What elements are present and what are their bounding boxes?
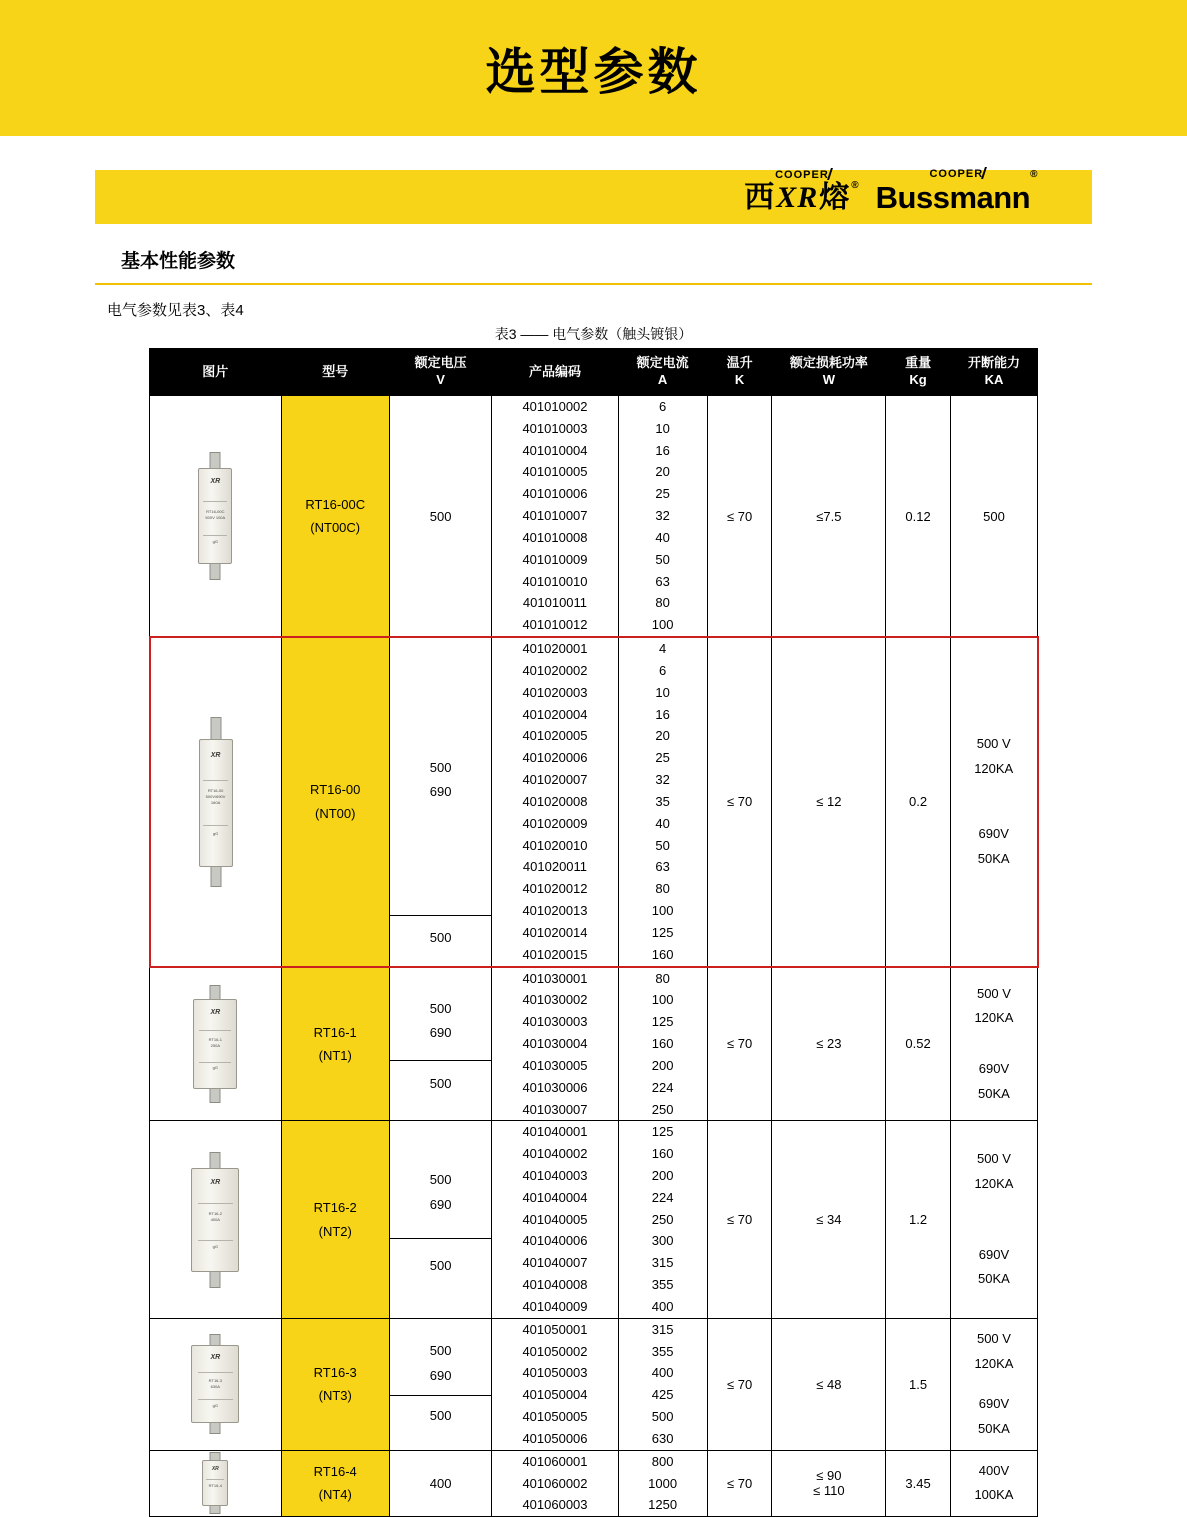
model-cell: RT16-4 (NT4) <box>281 1450 389 1516</box>
breaking-capacity-cell: 500 V 120KA 690V 50KA <box>950 637 1037 966</box>
cooper-wordmark-en: COOPER <box>929 168 984 180</box>
breaking-capacity-cell: 500 V 120KA 690V 50KA <box>950 1121 1037 1318</box>
th-current: 额定电流 A <box>618 349 707 396</box>
bussmann-text: Bussmann <box>875 180 1031 215</box>
power-loss-cell: ≤ 34 <box>772 1121 886 1318</box>
product-image-cell <box>150 967 282 1121</box>
current-cell: 4 6 10 16 20 25 32 35 40 50 63 80 100 125 160 <box>618 637 707 966</box>
model-cell: RT16-1 (NT1) <box>281 967 389 1121</box>
model-cell: RT16-3 (NT3) <box>281 1318 389 1450</box>
brand-logo-group <box>744 169 1092 213</box>
current-cell: 315 355 400 425 500 630 <box>618 1318 707 1450</box>
fuse-illustration: XR RT16-00 500V/690V 160A gG <box>181 717 251 887</box>
brand-logo-cn <box>744 170 859 213</box>
weight-cell: 3.45 <box>886 1450 951 1516</box>
weight-cell: 1.5 <box>886 1318 951 1450</box>
breaking-capacity-cell: 400V 100KA <box>950 1450 1037 1516</box>
model-cell: RT16-2 (NT2) <box>281 1121 389 1318</box>
product-image-cell <box>150 1121 282 1318</box>
page-content <box>0 170 1187 1517</box>
th-power-loss: 额定损耗功率 W <box>772 349 886 396</box>
current-cell: 6 10 16 20 25 32 40 50 63 80 100 <box>618 396 707 638</box>
power-loss-cell: ≤ 48 <box>772 1318 886 1450</box>
page-title: 选型参数 <box>485 44 702 100</box>
temp-rise-cell: ≤ 70 <box>707 1450 772 1516</box>
electrical-parameters-table <box>149 348 1039 1517</box>
breaking-capacity-cell: 500 <box>950 396 1037 638</box>
table-row <box>150 396 1038 638</box>
brand-cn-char-2: 熔 <box>819 181 851 214</box>
power-loss-cell: ≤ 12 <box>772 637 886 966</box>
breaking-capacity-cell: 500 V 120KA 690V 50KA <box>950 967 1037 1121</box>
xirong-logo <box>744 180 860 214</box>
fuse-illustration: XR RT16-3 630A gG <box>173 1334 257 1434</box>
product-image-cell <box>150 1318 282 1450</box>
th-model: 型号 <box>281 349 389 396</box>
weight-cell: 0.2 <box>886 637 951 966</box>
product-code-cell: 401050001 401050002 401050003 401050004 401050005 401050006 <box>492 1318 618 1450</box>
brand-logo-en <box>876 169 1037 213</box>
th-weight: 重量 Kg <box>886 349 951 396</box>
product-code-cell: 401030001 401030002 401030003 401030004 401030005 401030006 401030007 <box>492 967 618 1121</box>
voltage-cell: 500 690 500 <box>389 967 492 1121</box>
section-subline: 电气参数见表3、表4 <box>107 302 244 319</box>
cooper-wordmark-cn: COOPER <box>775 169 829 181</box>
section-heading: 基本性能参数 <box>121 251 236 272</box>
table-row <box>150 1121 1038 1318</box>
brand-logo-bar <box>95 170 1092 224</box>
weight-cell: 0.12 <box>886 396 951 638</box>
th-code: 产品编码 <box>492 349 618 396</box>
section-divider <box>95 283 1092 285</box>
fuse-illustration: XR RT16-2 400A gG <box>173 1152 257 1288</box>
table-row <box>150 1450 1038 1516</box>
breaking-capacity-cell: 500 V 120KA 690V 50KA <box>950 1318 1037 1450</box>
current-cell: 125 160 200 224 250 300 315 355 400 <box>618 1121 707 1318</box>
weight-cell: 1.2 <box>886 1121 951 1318</box>
temp-rise-cell: ≤ 70 <box>707 637 772 966</box>
table-row <box>150 967 1038 1121</box>
product-image-cell <box>150 396 282 638</box>
current-cell: 800 1000 1250 <box>618 1450 707 1516</box>
power-loss-cell: ≤7.5 <box>772 396 886 638</box>
fuse-illustration: XR RT16-00C 500V 100A gG <box>180 452 250 580</box>
table-row <box>150 1318 1038 1450</box>
power-loss-cell: ≤ 90 ≤ 110 <box>772 1450 886 1516</box>
voltage-cell: 500 690 500 <box>389 637 492 966</box>
brand-cn-mark: XR <box>776 181 819 214</box>
fuse-illustration: XR RT16-1 250A gG <box>175 985 255 1103</box>
model-cell: RT16-00 (NT00) <box>281 637 389 966</box>
voltage-cell: 500 690 500 <box>389 1318 492 1450</box>
temp-rise-cell: ≤ 70 <box>707 967 772 1121</box>
page-banner <box>0 0 1187 136</box>
power-loss-cell: ≤ 23 <box>772 967 886 1121</box>
voltage-cell: 400 <box>389 1450 492 1516</box>
product-image-cell <box>150 1450 282 1516</box>
th-voltage: 额定电压 V <box>389 349 492 396</box>
fuse-illustration: XR RT16-4 <box>185 1452 245 1514</box>
product-code-cell: 401020001 401020002 401020003 401020004 401020005 401020006 401020007 401020008 401020009 401020010 401020011 401020012 401020013 401020014 401020015 <box>492 637 618 966</box>
registered-mark-icon: ® <box>851 180 860 191</box>
product-code-cell: 401010002 401010003 401010004 401010005 401010006 401010007 401010008 401010009 401010010 401010011 401010012 <box>492 396 618 638</box>
current-cell: 80 100 125 160 200 224 250 <box>618 967 707 1121</box>
th-breaking: 开断能力 KA <box>950 349 1037 396</box>
voltage-cell: 500 <box>389 396 492 638</box>
th-temp-rise: 温升 K <box>707 349 772 396</box>
product-code-cell: 401040001 401040002 401040003 401040004 401040005 401040006 401040007 401040008 401040009 <box>492 1121 618 1318</box>
registered-mark-icon-2: ® <box>1030 169 1037 180</box>
product-image-cell <box>150 637 282 966</box>
model-cell: RT16-00C (NT00C) <box>281 396 389 638</box>
table-caption: 表3 —— 电气参数（触头镀银） <box>494 326 693 342</box>
temp-rise-cell: ≤ 70 <box>707 1318 772 1450</box>
temp-rise-cell: ≤ 70 <box>707 1121 772 1318</box>
weight-cell: 0.52 <box>886 967 951 1121</box>
th-image: 图片 <box>150 349 282 396</box>
temp-rise-cell: ≤ 70 <box>707 396 772 638</box>
product-code-cell: 401060001 401060002 401060003 <box>492 1450 618 1516</box>
voltage-cell: 500 690 500 <box>389 1121 492 1318</box>
table-header-row <box>150 349 1038 396</box>
table-row-highlighted <box>150 637 1038 966</box>
brand-cn-char-1: 西 <box>744 181 776 214</box>
